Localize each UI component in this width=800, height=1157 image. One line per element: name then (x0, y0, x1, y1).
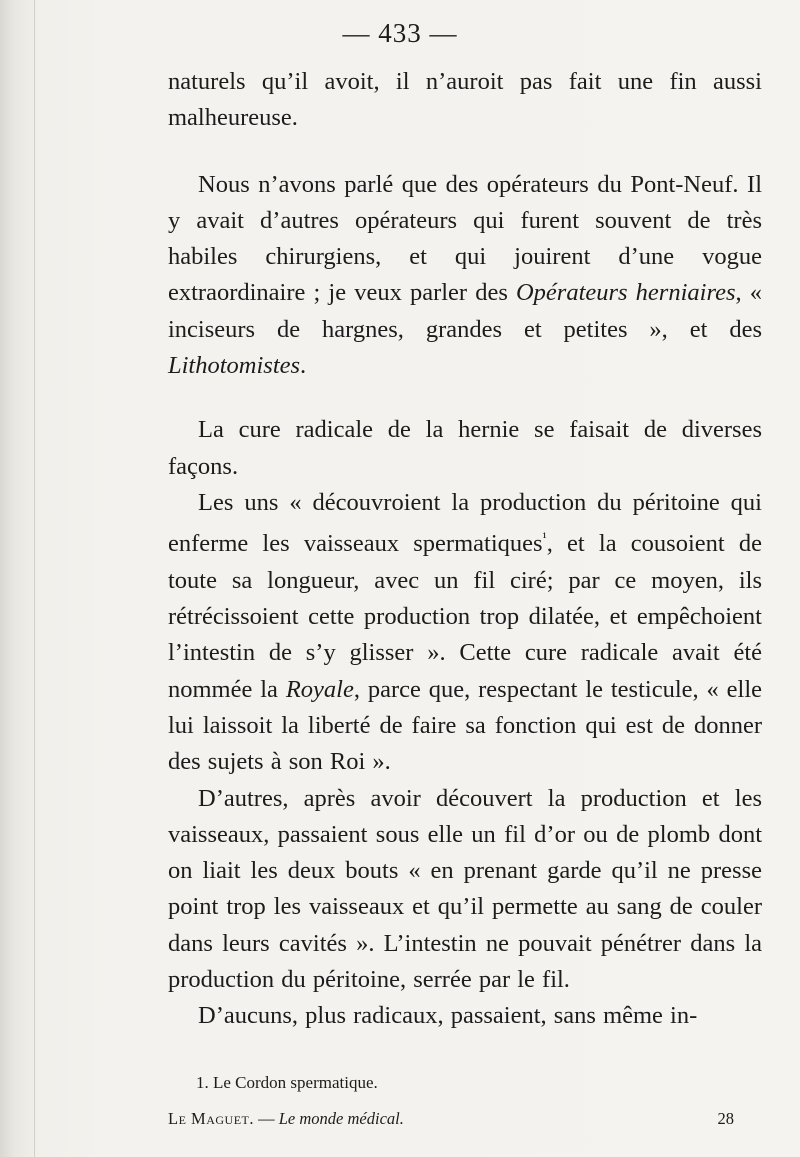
footer-dash: — (254, 1109, 279, 1128)
page-footer (168, 1109, 762, 1129)
page-number: — 433 — (342, 18, 458, 48)
paragraph-operators (168, 167, 762, 385)
footnote-marker: ¹ (542, 531, 547, 547)
italic-term: Royale (285, 675, 354, 703)
text-span: Les uns « découvroient la production du péritoine qui enferme les vaisseaux spermatiques (168, 488, 762, 558)
text-span: . (300, 352, 307, 380)
footnote: 1. Le Cordon spermatique. (196, 1073, 378, 1092)
signature-mark: 28 (717, 1109, 734, 1128)
italic-term: Lithotomistes (168, 352, 301, 380)
text-span: Nous n’avons parlé que des opérateurs du Pont-Neuf. Il y avait d’autres opérateurs qui furent souvent de très habiles chirurgiens, et qui jouirent d’une vogue extraordinaire ; je veux parler des (168, 170, 762, 307)
text-span: , « inciseurs de hargnes, grandes et petites », et des (168, 279, 762, 343)
paragraph-gold-thread: D’autres, après avoir découvert la production et les vaisseaux, passaient sous elle un fil d’or ou de plomb dont on liait les deux bouts « en prenant garde qu’il ne presse point trop les vaisseaux et qu’il permette au sang de couler dans leurs cavités ». L’intestin ne pouvait pénétrer dans la production du péritoine, serrée par le fil. (168, 784, 762, 993)
footer-author: Le Maguet. (168, 1109, 254, 1128)
paragraph-hernia-cure: La cure radicale de la hernie se faisait de diverses façons. (168, 416, 762, 480)
text-span: , parce que, respectant le testicule, « elle lui laissoit la liberté de faire sa fonction qui est de donner des sujets à son Roi ». (168, 675, 763, 776)
paragraph-royale (168, 485, 762, 781)
paragraph-radical: D’aucuns, plus radicaux, passaient, sans même in- (198, 1002, 698, 1030)
body-text (168, 64, 762, 1035)
text-span: , et la cousoient de toute sa longueur, avec un fil ciré; par ce moyen, ils rétrécissoient cette production trop dilatée, et empêchoient l’intestin de s’y glisser ». Cette cure radicale avait été nommée la (168, 530, 762, 703)
paragraph-continuation: naturels qu’il avoit, il n’auroit pas fait une fin aussi malheureuse. (168, 68, 762, 132)
gutter-shadow (34, 0, 35, 1157)
italic-term: Opérateurs herniaires (515, 279, 736, 307)
footer-title: Le monde médical. (278, 1109, 404, 1128)
